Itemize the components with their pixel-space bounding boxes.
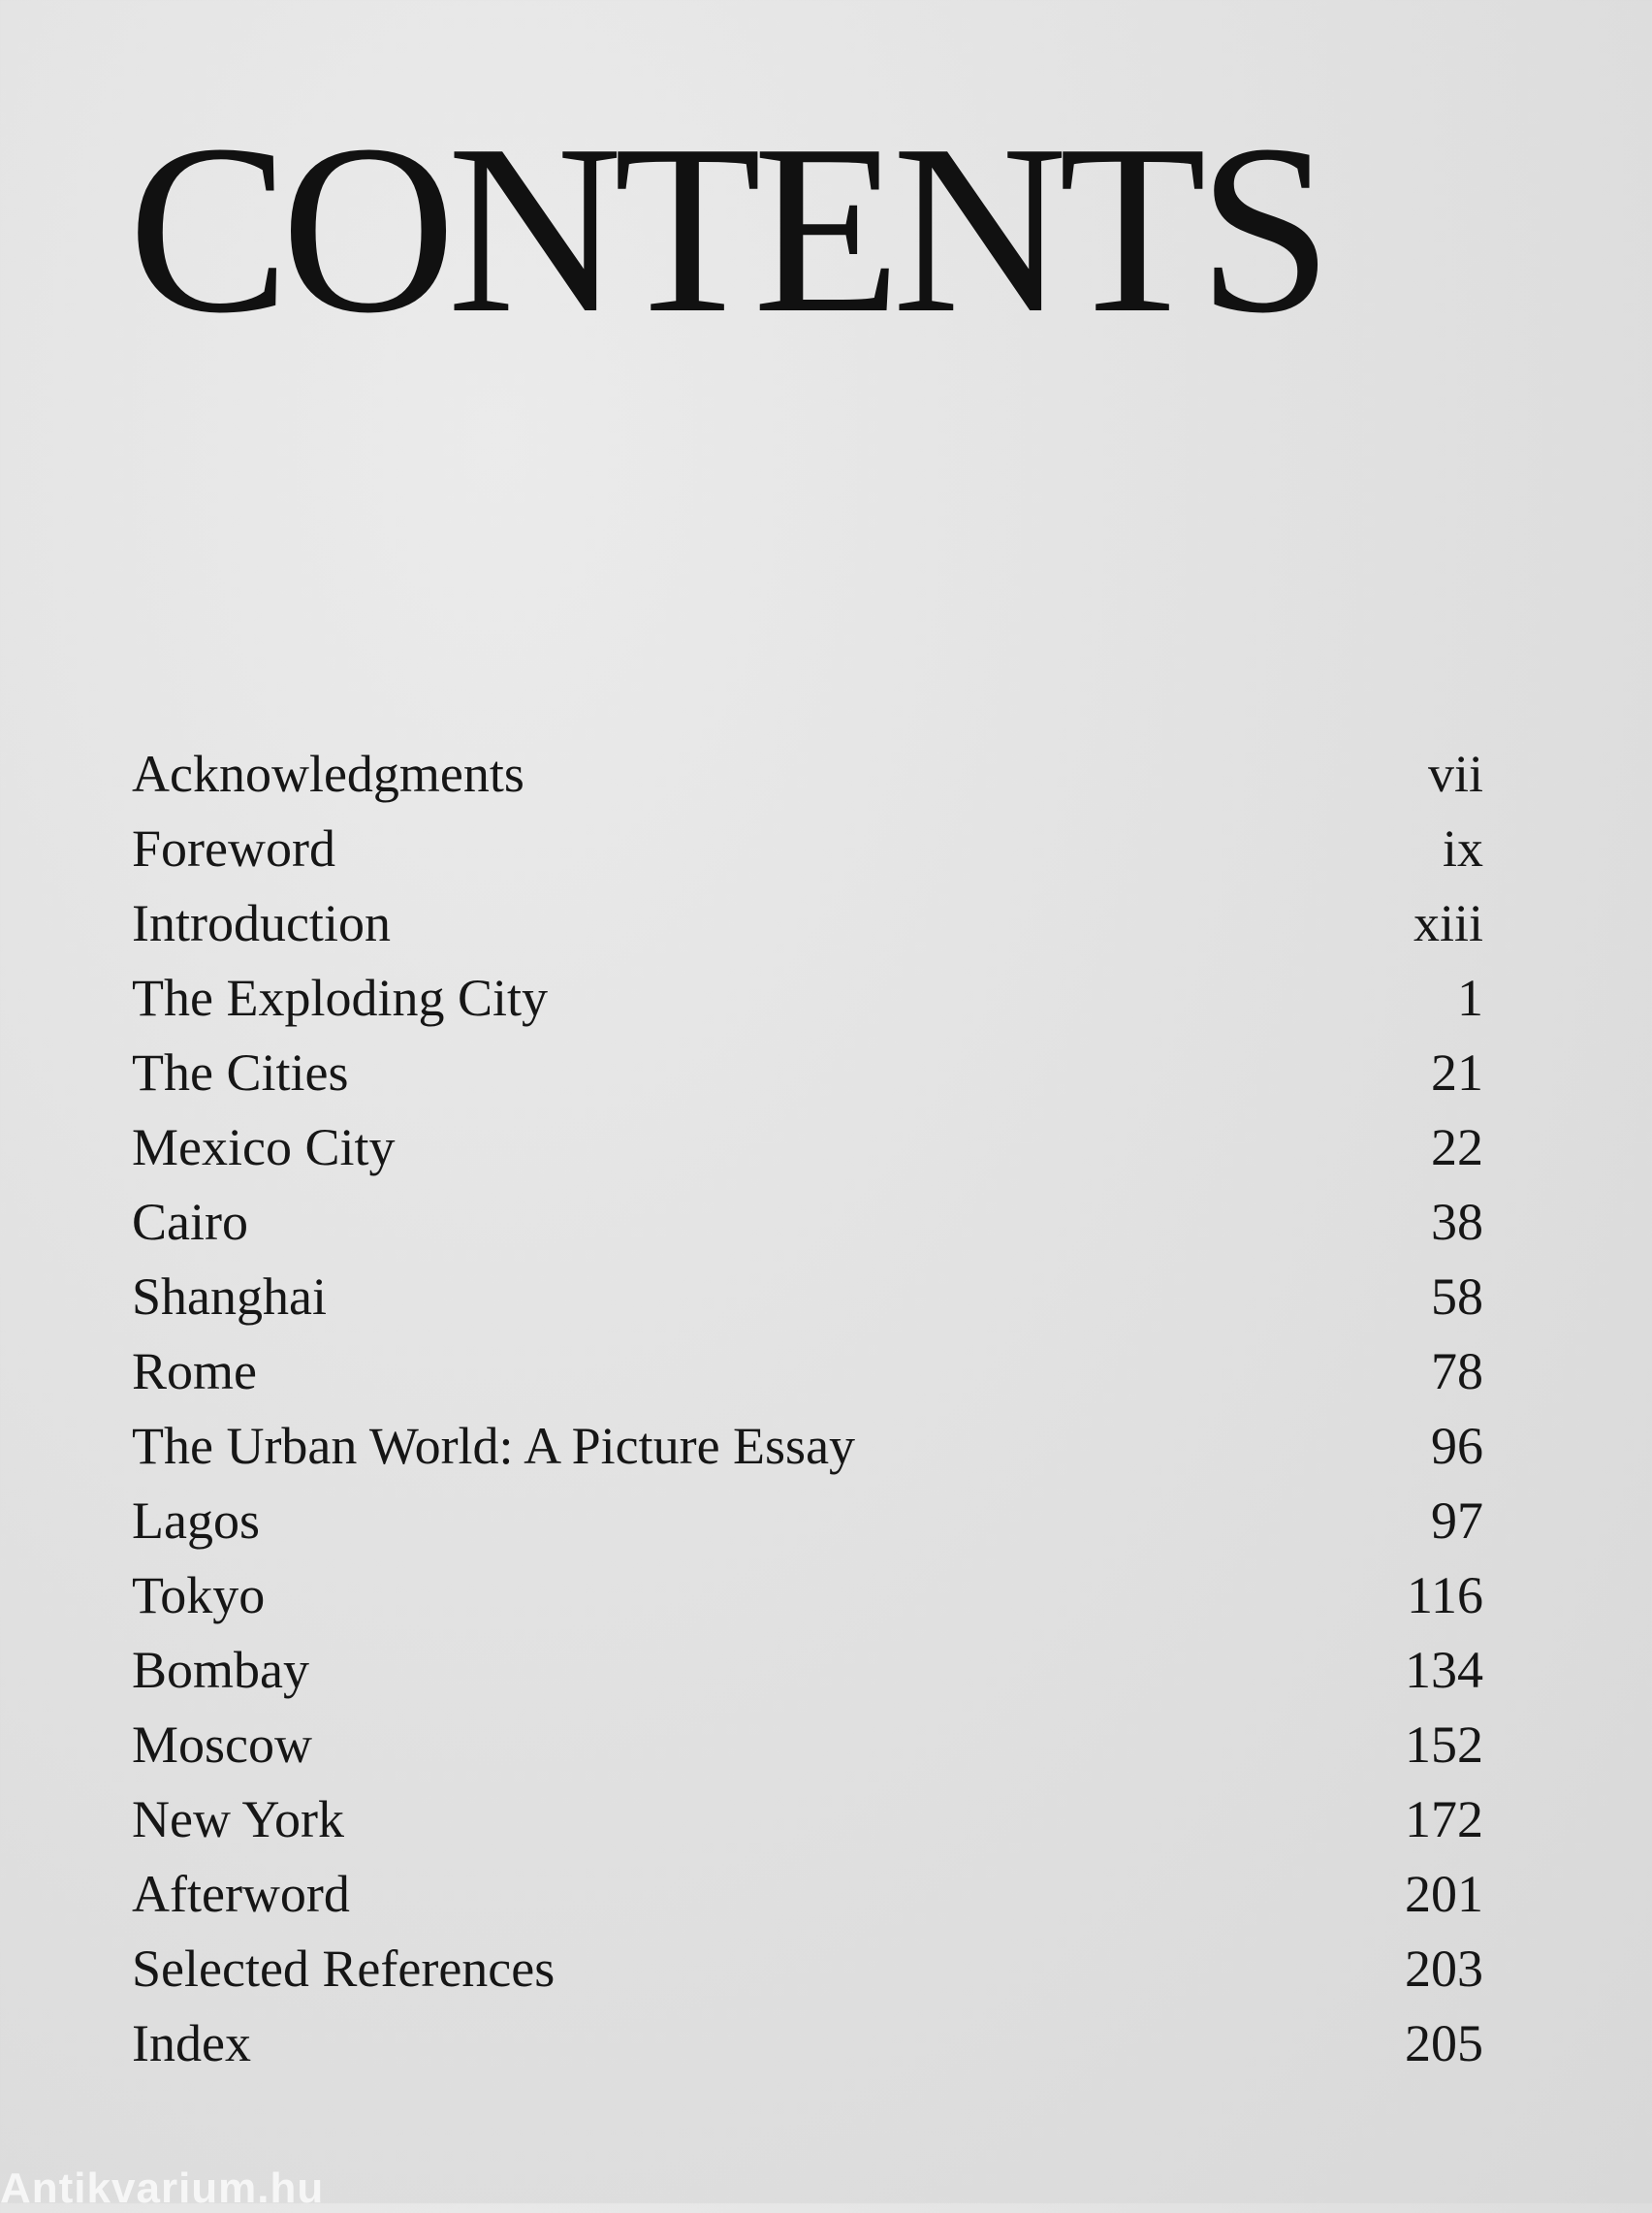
toc-entry: [132, 812, 1483, 886]
toc-entry: [132, 1484, 1483, 1558]
toc-entry-page: 97: [1431, 1491, 1483, 1550]
toc-entry-page: 22: [1431, 1118, 1483, 1176]
toc-entry: [132, 1110, 1483, 1185]
toc-entry-page: 134: [1405, 1641, 1483, 1699]
toc-entry-title: Index: [132, 2014, 251, 2072]
watermark: Antikvarium.hu: [0, 2165, 325, 2212]
toc-entry: [132, 1185, 1483, 1260]
table-of-contents: [132, 737, 1483, 2081]
toc-entry-title: Introduction: [132, 894, 391, 952]
toc-entry-page: 152: [1405, 1716, 1483, 1774]
toc-entry: [132, 2006, 1483, 2081]
toc-entry: [132, 1260, 1483, 1334]
toc-entry: [132, 1036, 1483, 1110]
toc-entry-title: Shanghai: [132, 1267, 327, 1326]
toc-entry-page: 78: [1431, 1342, 1483, 1400]
toc-entry: [132, 886, 1483, 961]
toc-entry-title: Mexico City: [132, 1118, 396, 1176]
toc-entry-title: Selected References: [132, 1940, 556, 1998]
toc-entry-page: 1: [1457, 969, 1483, 1027]
toc-entry-title: Afterword: [132, 1865, 350, 1923]
toc-entry-title: Foreword: [132, 819, 335, 878]
toc-entry-page: 203: [1405, 1940, 1483, 1998]
toc-entry: [132, 1708, 1483, 1782]
toc-entry-title: Lagos: [132, 1491, 260, 1550]
toc-entry: [132, 961, 1483, 1036]
toc-entry-title: Cairo: [132, 1193, 248, 1251]
toc-entry: [132, 1857, 1483, 1932]
toc-entry: [132, 1782, 1483, 1857]
toc-entry-page: ix: [1442, 819, 1483, 878]
toc-entry-title: The Cities: [132, 1043, 349, 1102]
toc-entry-page: 21: [1431, 1043, 1483, 1102]
toc-entry-page: 38: [1431, 1193, 1483, 1251]
toc-entry: [132, 737, 1483, 812]
toc-entry: [132, 1558, 1483, 1633]
toc-entry-title: Bombay: [132, 1641, 309, 1699]
toc-entry-title: The Urban World: A Picture Essay: [132, 1417, 856, 1475]
toc-entry-page: 201: [1405, 1865, 1483, 1923]
toc-entry: [132, 1633, 1483, 1708]
toc-entry-title: Rome: [132, 1342, 257, 1400]
toc-entry: [132, 1334, 1483, 1409]
toc-entry-title: The Exploding City: [132, 969, 548, 1027]
toc-entry-page: vii: [1427, 745, 1483, 803]
toc-entry: [132, 1409, 1483, 1484]
toc-entry-title: New York: [132, 1790, 345, 1848]
toc-entry-page: 96: [1431, 1417, 1483, 1475]
toc-entry-page: 116: [1407, 1566, 1483, 1624]
page-title: CONTENTS: [128, 95, 1324, 364]
toc-entry-page: 205: [1405, 2014, 1483, 2072]
toc-entry: [132, 1932, 1483, 2006]
toc-entry-page: 172: [1405, 1790, 1483, 1848]
toc-entry-title: Moscow: [132, 1716, 312, 1774]
toc-entry-title: Acknowledgments: [132, 745, 524, 803]
toc-entry-page: xiii: [1413, 894, 1483, 952]
toc-entry-title: Tokyo: [132, 1566, 266, 1624]
toc-entry-page: 58: [1431, 1267, 1483, 1326]
